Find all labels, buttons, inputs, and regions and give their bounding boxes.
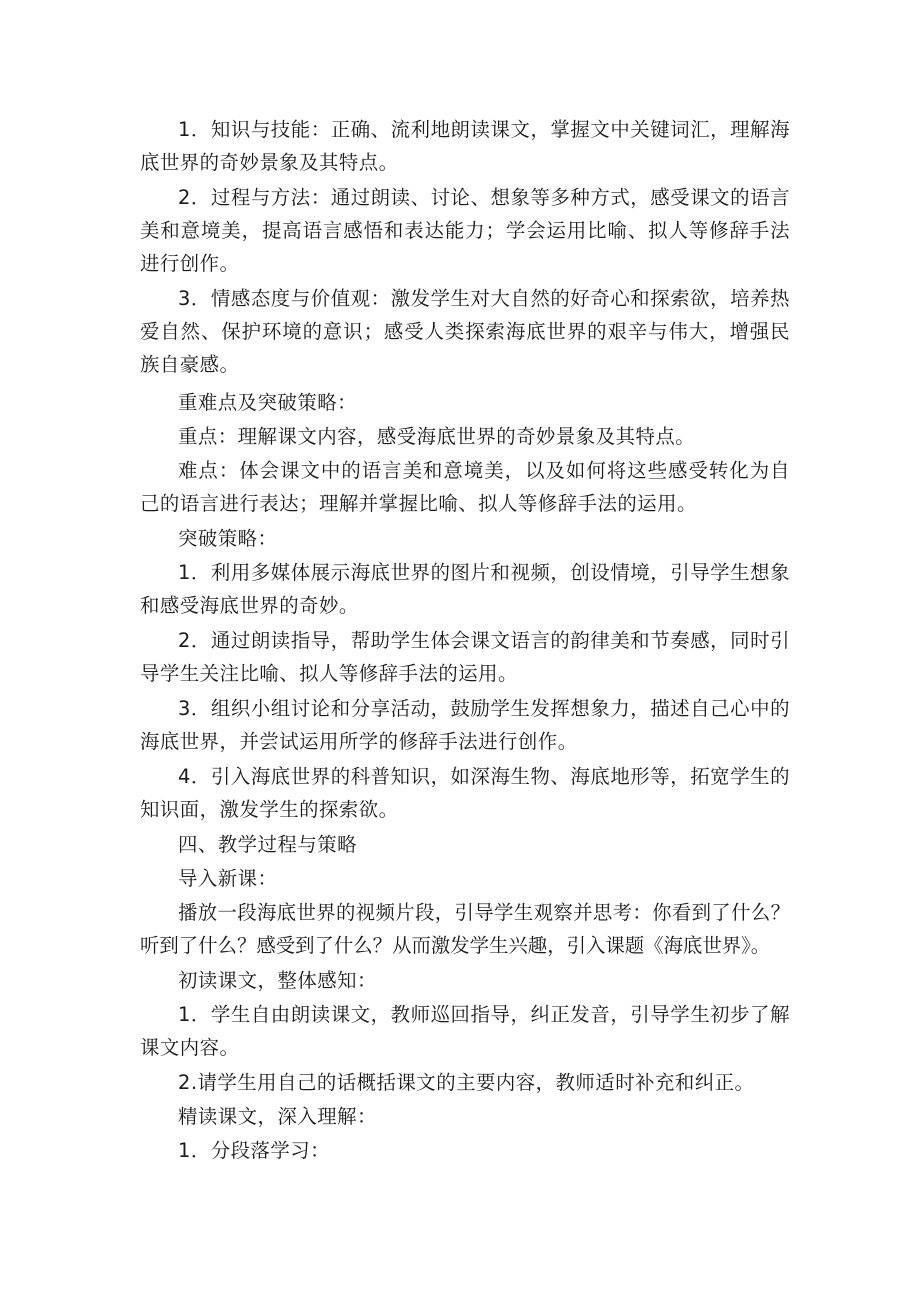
- first-reading-heading: 初读课文，整体感知：: [178, 969, 377, 992]
- section-heading-process: 四、教学过程与策略: [178, 833, 358, 856]
- close-reading-heading: 精读课文，深入理解：: [178, 1105, 377, 1128]
- strategy-item-4: 4．引入海底世界的科普知识，如深海生物、海底地形等，拓宽学生的知识面，激发学生的探索欲。: [140, 765, 790, 821]
- objective-knowledge-skills: 1．知识与技能：正确、流利地朗读课文，掌握文中关键词汇，理解海底世界的奇妙景象及其特点。: [140, 118, 790, 174]
- strategy-item-2: 2．通过朗读指导，帮助学生体会课文语言的韵律美和节奏感，同时引导学生关注比喻、拟人等修辞手法的运用。: [140, 629, 790, 685]
- strategy-item-3: 3．组织小组讨论和分享活动，鼓励学生发挥想象力，描述自己心中的海底世界，并尝试运用所学的修辞手法进行创作。: [140, 697, 790, 753]
- intro-heading: 导入新课：: [178, 867, 278, 890]
- key-difficulty-heading: 重难点及突破策略：: [178, 391, 358, 414]
- objective-emotion-values: 3．情感态度与价值观：激发学生对大自然的好奇心和探索欲，培养热爱自然、保护环境的意识；感受人类探索海底世界的艰辛与伟大，增强民族自豪感。: [140, 287, 790, 376]
- intro-text: 播放一段海底世界的视频片段，引导学生观察并思考：你看到了什么？听到了什么？感受到了什么？从而激发学生兴趣，引入课题《海底世界》。: [140, 901, 790, 957]
- close-reading-item-1: 1．分段落学习：: [178, 1139, 331, 1162]
- strategy-heading: 突破策略：: [178, 527, 278, 550]
- strategy-item-1: 1．利用多媒体展示海底世界的图片和视频，创设情境，引导学生想象和感受海底世界的奇妙。: [140, 561, 790, 617]
- objective-process-methods: 2．过程与方法：通过朗读、讨论、想象等多种方式，感受课文的语言美和意境美，提高语言感悟和表达能力；学会运用比喻、拟人等修辞手法进行创作。: [140, 186, 790, 275]
- first-reading-item-2: 2.请学生用自己的话概括课文的主要内容，教师适时补充和纠正。: [178, 1071, 755, 1094]
- difficult-point: 难点：体会课文中的语言美和意境美，以及如何将这些感受转化为自己的语言进行表达；理解并掌握比喻、拟人等修辞手法的运用。: [140, 459, 790, 515]
- key-point: 重点：理解课文内容，感受海底世界的奇妙景象及其特点。: [178, 425, 696, 448]
- first-reading-item-1: 1．学生自由朗读课文，教师巡回指导，纠正发音，引导学生初步了解课文内容。: [140, 1003, 790, 1059]
